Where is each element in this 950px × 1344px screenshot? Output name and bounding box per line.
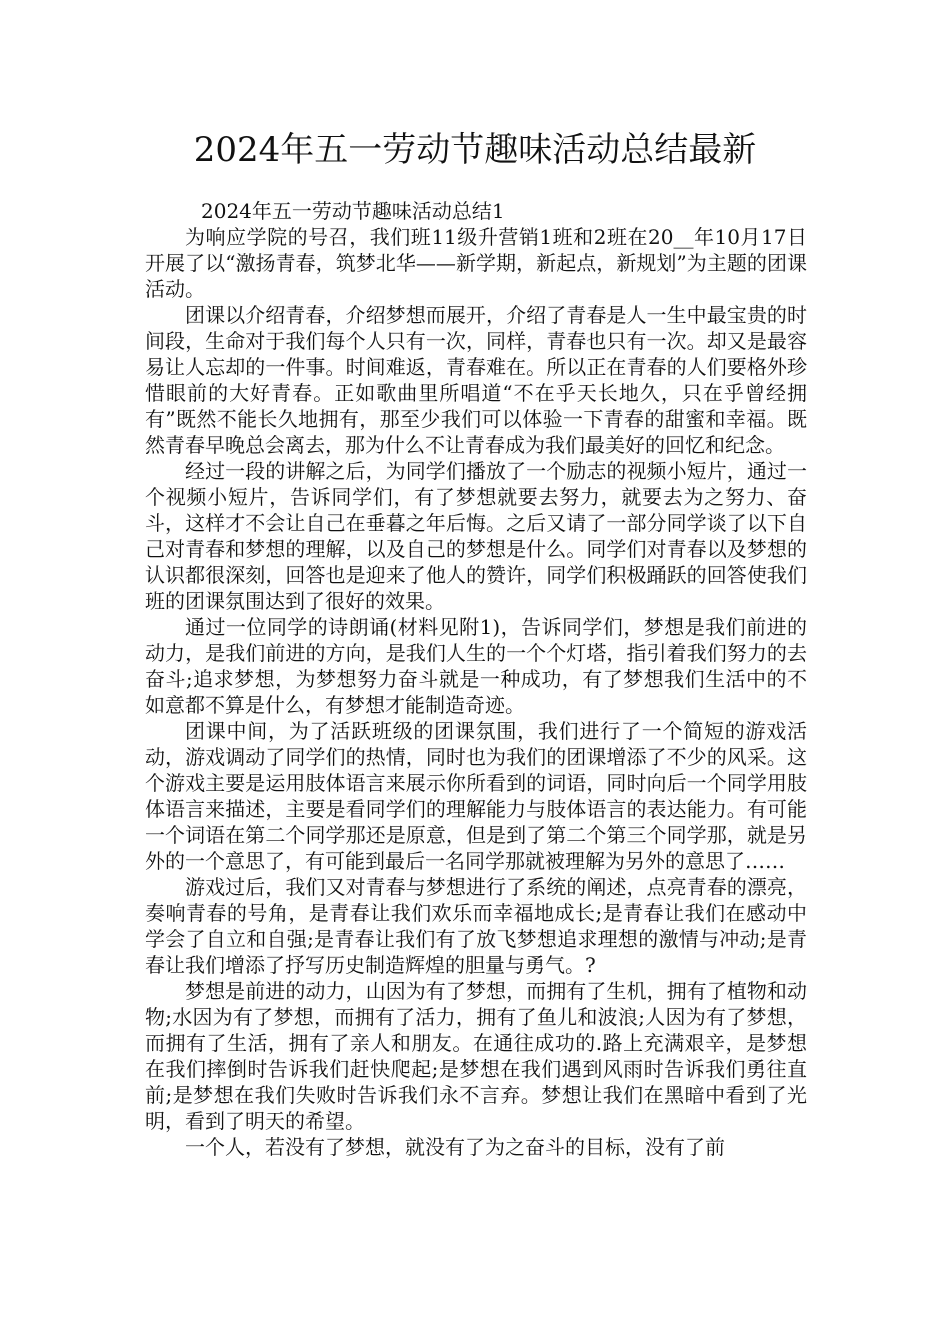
paragraph: 通过一位同学的诗朗诵(材料见附1)，告诉同学们，梦想是我们前进的动力，是我们前进的方向，是我们人生的一个个灯塔，指引着我们努力的去奋斗;追求梦想，为梦想努力奋斗就是一种成功，有了梦想我们生活中的不如意都不算是什么，有梦想才能制造奇迹。 xyxy=(145,615,807,717)
paragraph: 梦想是前进的动力，山因为有了梦想，而拥有了生机，拥有了植物和动物;水因为有了梦想，而拥有了活力，拥有了鱼儿和波浪;人因为有了梦想，而拥有了生活，拥有了亲人和朋友。在通往成功的.路上充满艰辛，是梦想在我们摔倒时告诉我们赶快爬起;是梦想在我们遇到风雨时告诉我们勇往直前;是梦想在我们失败时告诉我们永不言弃。梦想让我们在黑暗中看到了光明，看到了明天的希望。 xyxy=(145,979,807,1133)
document-body xyxy=(145,198,807,1160)
paragraph: 一个人，若没有了梦想，就没有了为之奋斗的目标，没有了前 xyxy=(185,1135,725,1159)
paragraph: 游戏过后，我们又对青春与梦想进行了系统的阐述，点亮青春的漂亮，奏响青春的号角，是青春让我们欢乐而幸福地成长;是青春让我们在感动中学会了自立和自强;是青春让我们有了放飞梦想追求理想的激情与冲动;是青春让我们增添了抒写历史制造辉煌的胆量与勇气。? xyxy=(145,875,807,977)
paragraph: 经过一段的讲解之后，为同学们播放了一个励志的视频小短片，通过一个视频小短片，告诉同学们，有了梦想就要去努力，就要去为之努力、奋斗，这样才不会让自己在垂暮之年后悔。之后又请了一部分同学谈了以下自己对青春和梦想的理解，以及自己的梦想是什么。同学们对青春以及梦想的认识都很深刻，回答也是迎来了他人的赞许，同学们积极踊跃的回答使我们班的团课氛围达到了很好的效果。 xyxy=(145,459,807,613)
document-title: 2024年五一劳动节趣味活动总结最新 xyxy=(193,130,757,170)
paragraph: 为响应学院的号召，我们班11级升营销1班和2班在20__年10月17日开展了以“激扬青春，筑梦北华——新学期，新起点，新规划”为主题的团课活动。 xyxy=(145,225,807,301)
paragraph: 团课以介绍青春，介绍梦想而展开，介绍了青春是人一生中最宝贵的时间段，生命对于我们每个人只有一次，同样，青春也只有一次。却又是最容易让人忘却的一件事。时间难返，青春难在。所以正在青春的人们要格外珍惜眼前的大好青春。正如歌曲里所唱道“不在乎天长地久，只在乎曾经拥有”既然不能长久地拥有，那至少我们可以体验一下青春的甜蜜和幸福。既然青春早晚总会离去，那为什么不让青春成为我们最美好的回忆和纪念。 xyxy=(145,303,807,457)
section-heading: 2024年五一劳动节趣味活动总结1 xyxy=(201,199,505,223)
paragraph: 团课中间，为了活跃班级的团课氛围，我们进行了一个简短的游戏活动，游戏调动了同学们的热情，同时也为我们的团课增添了不少的风采。这个游戏主要是运用肢体语言来展示你所看到的词语，同时向后一个同学用肢体语言来描述，主要是看同学们的理解能力与肢体语言的表达能力。有可能一个词语在第二个同学那还是原意，但是到了第二个第三个同学那，就是另外的一个意思了，有可能到最后一名同学那就被理解为另外的意思了…… xyxy=(145,719,807,873)
